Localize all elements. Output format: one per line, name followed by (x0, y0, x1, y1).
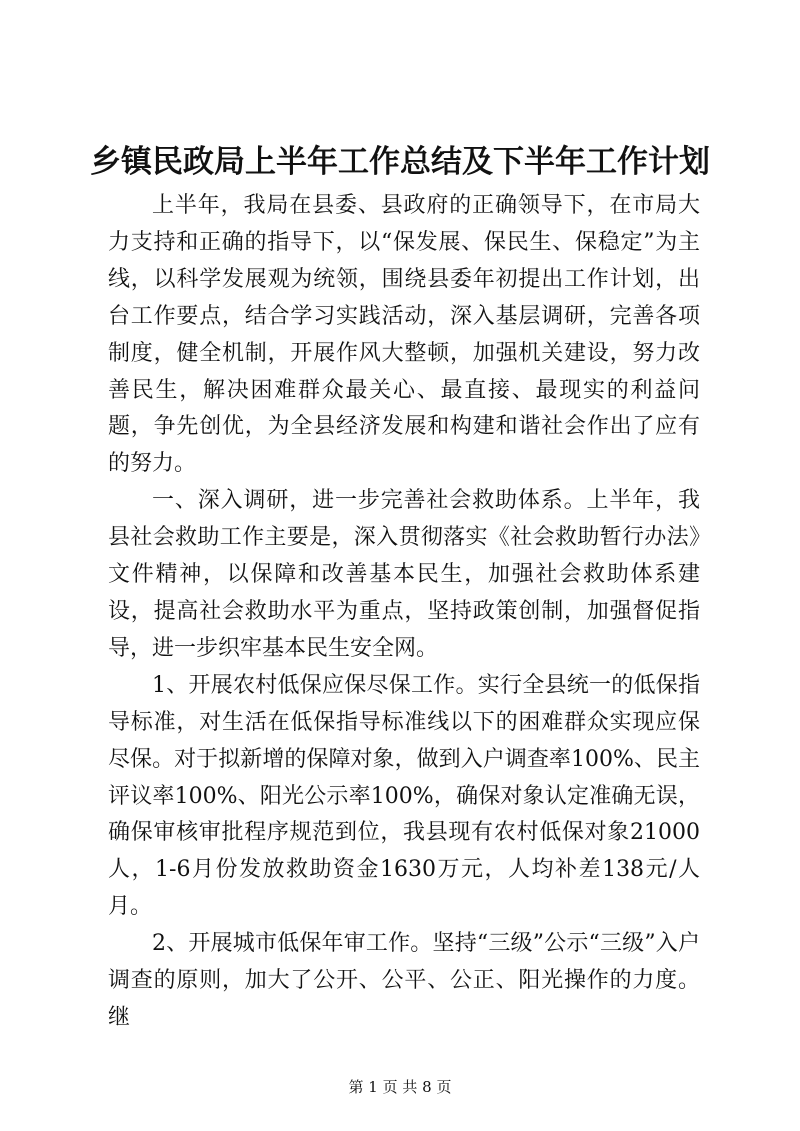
paragraph-item-1: 1、开展农村低保应保尽保工作。实行全县统一的低保指导标准，对生活在低保指导标准线以下的困难群众实现应保尽保。对于拟新增的保障对象，做到入户调查率100%、民主评议率100%、阳光公示率100%，确保对象认定准确无误，确保审核审批程序规范到位，我县现有农村低保对象21000人，1-6月份发放救助资金1630万元，人均补差138元/人月。 (108, 672, 700, 920)
paragraph-item-2: 2、开展城市低保年审工作。坚持“三级”公示“三级”入户调查的原则，加大了公开、公平、公正、阳光操作的力度。继 (108, 931, 700, 1030)
document-body (108, 188, 700, 1037)
page-number-footer: 第 1 页 共 8 页 (348, 1078, 452, 1096)
paragraph-intro: 上半年，我局在县委、县政府的正确领导下，在市局大力支持和正确的指导下，以“保发展、保民生、保稳定”为主线，以科学发展观为统领，围绕县委年初提出工作计划，出台工作要点，结合学习实践活动，深入基层调研，完善各项制度，健全机制，开展作风大整顿，加强机关建设，努力改善民生，解决困难群众最关心、最直接、最现实的利益问题，争先创优，为全县经济发展和构建和谐社会作出了应有的努力。 (108, 193, 700, 477)
document-title: 乡镇民政局上半年工作总结及下半年工作计划 (90, 144, 710, 180)
paragraph-section-1: 一、深入调研，进一步完善社会救助体系。上半年，我县社会救助工作主要是，深入贯彻落实《社会救助暂行办法》文件精神，以保障和改善基本民生，加强社会救助体系建设，提高社会救助水平为重点，坚持政策创制，加强督促指导，进一步织牢基本民生安全网。 (108, 488, 700, 661)
